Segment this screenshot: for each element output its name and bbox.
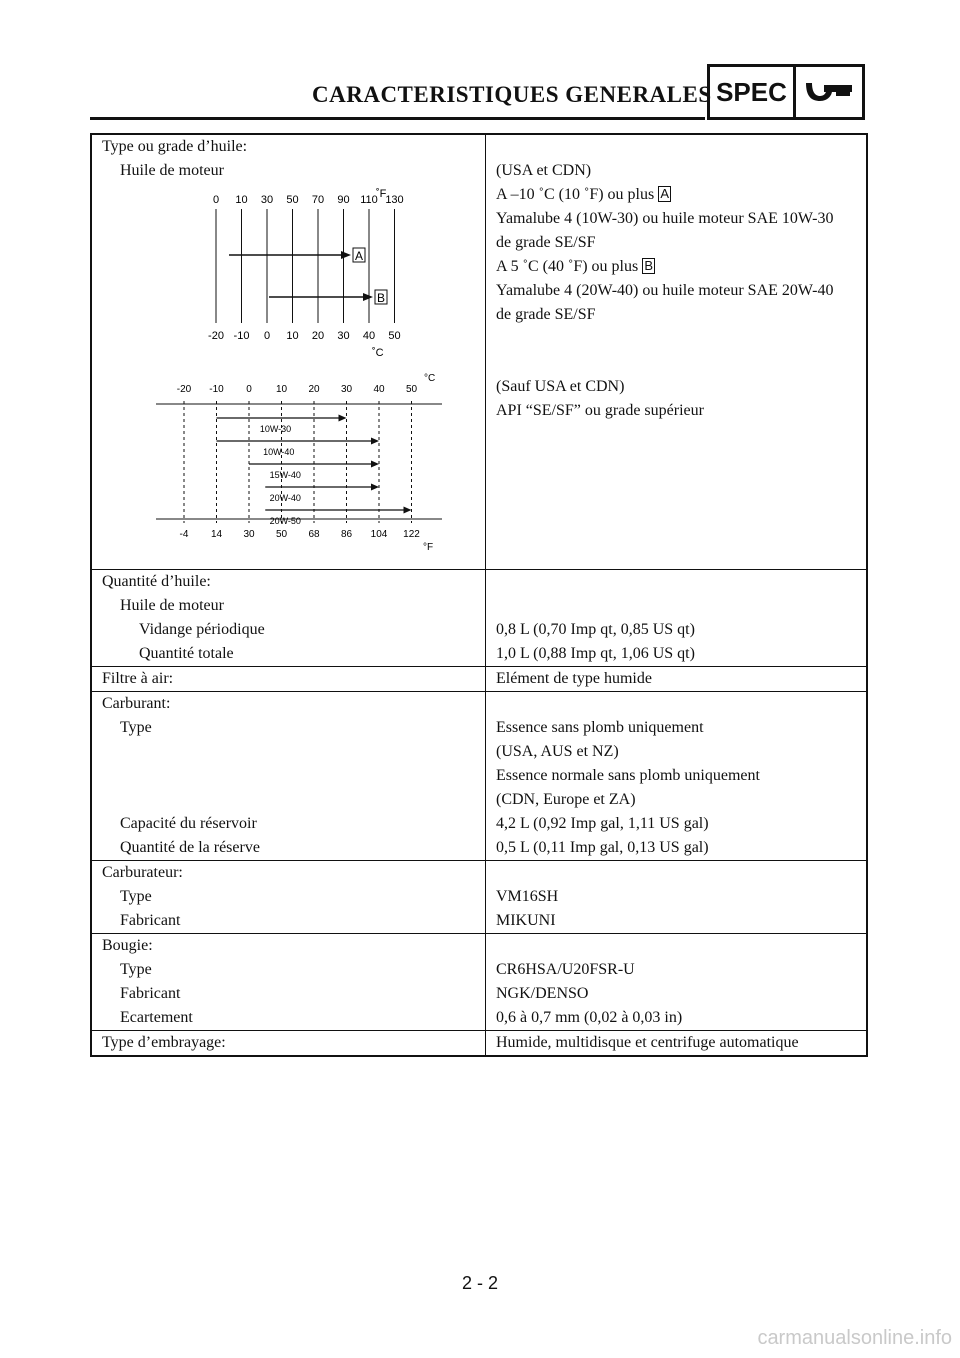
c2-bottom-tick: 86 [340,529,353,540]
c2-grade-arrowhead [371,484,379,491]
c2-top-tick: 0 [246,384,252,395]
c1-bottom-tick: 50 [388,330,401,342]
spec-label: SPEC [710,67,796,117]
clutch-value: Humide, multidisque et centrifuge automatique [486,1031,868,1057]
fuel-type-2: (USA, AUS et NZ) [496,743,619,760]
c2-grade-arrowhead [371,438,379,445]
c1-label-a: A [355,249,364,263]
chart-fahrenheit-celsius [176,181,416,361]
c1-arrowhead-a [341,251,351,259]
c1-top-tick: 30 [260,194,274,206]
oil-type-label: Type ou grade d’huile: [102,138,248,155]
c2-grade-label: 10W-30 [259,424,292,434]
c1-label-b: B [377,291,386,305]
c2-bottom-tick: 104 [370,529,388,540]
fuel-reserve-label: Quantité de la réserve [120,839,260,856]
oil-grade-a-2: de grade SE/SF [496,234,596,251]
oil-api: API “SE/SF” ou grade supérieur [496,402,704,419]
fuel-label: Carburant: [102,695,171,712]
c1-top-tick: 90 [337,194,350,206]
fuel-reserve-value: 0,5 L (0,11 Imp gal, 0,13 US gal) [496,839,709,856]
oil-usa-cdn: (USA et CDN) [496,162,592,179]
watermark: carmanualsonline.info [757,1327,952,1349]
c2-bottom-tick: 50 [275,529,288,540]
fuel-row [91,692,867,861]
spark-plug-gap-label: Ecartement [120,1009,193,1026]
c1-bottom-tick: -20 [208,330,224,342]
oil-temperature-chart-f [176,181,485,369]
spark-plug-type-label: Type [120,961,152,978]
fuel-type-1: Essence sans plomb uniquement [496,719,704,736]
clutch-label: Type d’embrayage: [91,1031,486,1057]
c2-grade-label: 10W-40 [263,447,295,457]
oil-temp-b: A 5 ˚C (40 ˚F) ou plus [496,258,639,275]
c2-unit-bottom: °F [423,542,434,551]
c2-unit-top: °C [424,373,436,384]
oil-engine-label: Huile de moteur [120,162,224,179]
oil-other: (Sauf USA et CDN) [496,378,625,395]
oil-quantity-label: Quantité d’huile: [102,573,211,590]
oil-grade-a-1: Yamalube 4 (10W-30) ou huile moteur SAE 10W-30 [496,210,834,227]
fuel-capacity-value: 4,2 L (0,92 Imp gal, 1,11 US gal) [496,815,709,832]
air-filter-value: Elément de type humide [486,667,868,692]
c2-bottom-tick: 122 [403,529,420,540]
c1-unit-bottom: ˚C [372,347,384,359]
oil-grade-chart-c [138,371,485,559]
fuel-type-4: (CDN, Europe et ZA) [496,791,636,808]
c1-top-tick: 10 [235,194,248,206]
spec-table [90,133,868,1057]
carburetor-label: Carburateur: [102,864,183,881]
c2-grade-arrowhead [339,415,347,422]
fuel-type-3: Essence normale sans plomb uniquement [496,767,760,784]
c2-top-tick: 10 [275,384,288,395]
oil-periodic-label: Vidange périodique [139,621,265,638]
c1-bottom-tick: 40 [362,330,376,342]
c1-bottom-tick: 10 [286,330,299,342]
spark-plug-row [91,934,867,1031]
oil-quantity-row [91,570,867,667]
air-filter-label: Filtre à air: [91,667,486,692]
c2-grade-label: 20W-50 [269,516,301,526]
c2-top-tick: 40 [373,384,385,395]
oil-grade-b-1: Yamalube 4 (20W-40) ou huile moteur SAE 20W-40 [496,282,834,299]
carburetor-type-value: VM16SH [496,888,559,905]
clutch-row [91,1031,867,1057]
page-title: CARACTERISTIQUES GENERALES [312,82,712,107]
oil-marker-a: A [658,186,671,202]
c2-top-tick: 20 [308,384,320,395]
c1-bottom-tick: -10 [233,330,250,342]
spark-plug-maker-value: NGK/DENSO [496,985,589,1002]
wrench-icon [796,67,862,117]
spark-plug-gap-value: 0,6 à 0,7 mm (0,02 à 0,03 in) [496,1009,683,1026]
spark-plug-type-value: CR6HSA/U20FSR-U [496,961,635,978]
air-filter-row [91,667,867,692]
c2-bottom-tick: 30 [243,529,255,540]
fuel-capacity-label: Capacité du réservoir [120,815,257,832]
c1-top-tick: 130 [385,194,404,206]
fuel-type-label: Type [120,719,152,736]
c2-top-tick: -20 [176,384,192,395]
carburetor-maker-value: MIKUNI [496,912,556,929]
c1-top-tick: 0 [212,194,220,206]
spark-plug-maker-label: Fabricant [120,985,181,1002]
carburetor-row [91,861,867,934]
c1-top-tick: 50 [286,194,299,206]
c2-grade-label: 15W-40 [269,470,301,480]
c1-top-tick: 110 [360,194,378,206]
c2-grade-arrowhead [371,461,379,468]
oil-grade-b-2: de grade SE/SF [496,306,596,323]
c2-top-tick: 50 [405,384,418,395]
oil-marker-b: B [642,258,655,274]
carburetor-maker-label: Fabricant [120,912,181,929]
oil-periodic-value: 0,8 L (0,70 Imp qt, 0,85 US qt) [496,621,695,638]
oil-type-row [91,134,867,570]
c2-grade-arrowhead [404,507,412,514]
c2-top-tick: 30 [340,384,353,395]
spark-plug-label: Bougie: [102,937,153,954]
oil-total-value: 1,0 L (0,88 Imp qt, 1,06 US qt) [496,645,695,662]
c2-top-tick: -10 [209,384,224,395]
oil-total-label: Quantité totale [139,645,234,662]
page-number: 2 - 2 [461,1273,499,1293]
c1-bottom-tick: 30 [337,330,350,342]
header-rule [90,117,705,120]
c1-top-tick: 70 [311,194,325,206]
chart-celsius-fahrenheit [138,371,448,551]
oil-quantity-engine: Huile de moteur [120,597,224,614]
c2-grade-label: 20W-40 [269,493,301,503]
c1-arrowhead-b [363,293,373,301]
c1-bottom-tick: 20 [311,330,325,342]
oil-temp-a: A –10 ˚C (10 ˚F) ou plus [496,186,655,203]
c1-unit-top: ˚F [376,188,387,200]
c2-bottom-tick: 68 [308,529,320,540]
spec-badge [707,64,865,120]
c1-bottom-tick: 0 [263,330,271,342]
c2-bottom-tick: -4 [179,529,189,540]
carburetor-type-label: Type [120,888,152,905]
c2-bottom-tick: 14 [210,529,223,540]
